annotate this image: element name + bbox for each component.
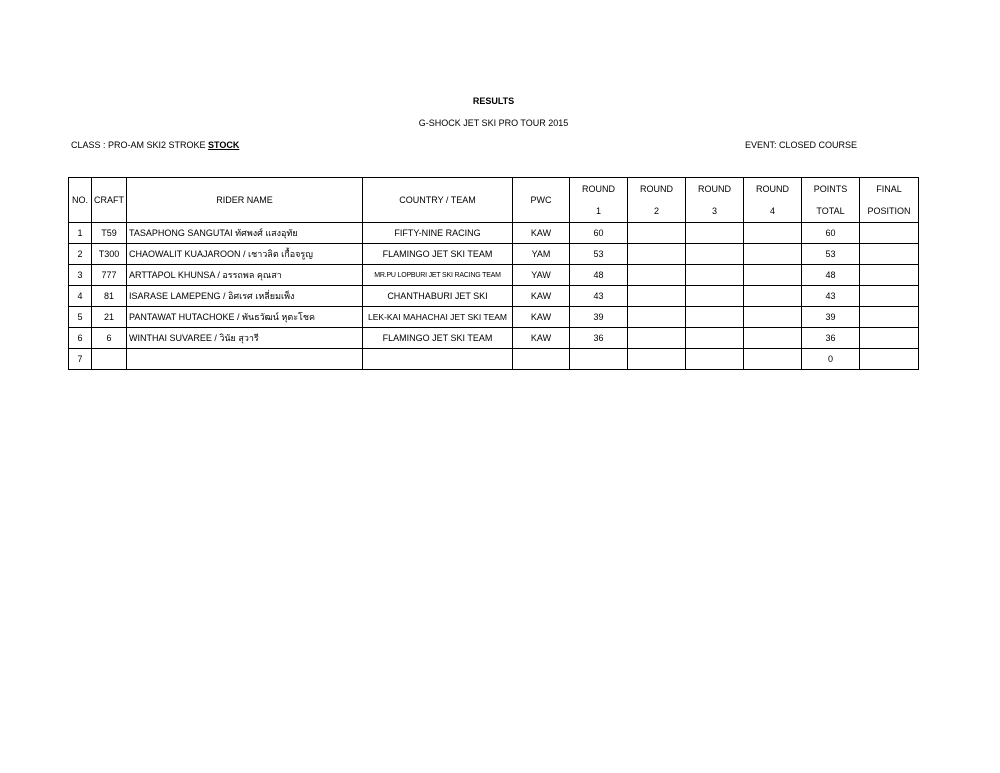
cell-points-total: 53 bbox=[802, 244, 860, 265]
cell-round-2 bbox=[628, 223, 686, 244]
event-label: EVENT: CLOSED COURSE bbox=[745, 140, 858, 150]
table-row bbox=[69, 223, 919, 244]
cell-team: FIFTY-NINE RACING bbox=[363, 223, 513, 244]
cell-pwc bbox=[513, 349, 570, 370]
cell-round-1: 36 bbox=[570, 328, 628, 349]
table-row bbox=[69, 307, 919, 328]
col-round-2-top: ROUND bbox=[640, 184, 673, 194]
cell-no: 7 bbox=[69, 349, 92, 370]
cell-pwc: YAW bbox=[513, 265, 570, 286]
col-round-3-bottom: 3 bbox=[711, 206, 717, 216]
cell-final-position bbox=[860, 244, 919, 265]
cell-points-total: 36 bbox=[802, 328, 860, 349]
cell-round-3 bbox=[686, 265, 744, 286]
table-row bbox=[69, 244, 919, 265]
event-series-title: G-SHOCK JET SKI PRO TOUR 2015 bbox=[418, 118, 569, 128]
table-row bbox=[69, 349, 919, 370]
col-round-2-bottom: 2 bbox=[653, 206, 659, 216]
col-country-team: COUNTRY / TEAM bbox=[363, 178, 513, 223]
cell-team: FLAMINGO JET SKI TEAM bbox=[363, 244, 513, 265]
class-label bbox=[71, 140, 239, 150]
cell-round-1 bbox=[570, 349, 628, 370]
cell-round-2 bbox=[628, 286, 686, 307]
cell-rider-name: WINTHAI SUVAREE / วินัย สุวารี bbox=[127, 328, 363, 349]
cell-craft: 777 bbox=[92, 265, 127, 286]
cell-team: CHANTHABURI JET SKI bbox=[363, 286, 513, 307]
page-title: RESULTS bbox=[472, 96, 515, 106]
col-final-top: FINAL bbox=[876, 184, 902, 194]
cell-points-total: 60 bbox=[802, 223, 860, 244]
col-round-4-top: ROUND bbox=[756, 184, 789, 194]
cell-pwc: KAW bbox=[513, 286, 570, 307]
cell-craft: 81 bbox=[92, 286, 127, 307]
col-round-1-top: ROUND bbox=[582, 184, 615, 194]
cell-final-position bbox=[860, 349, 919, 370]
cell-team: LEK-KAI MAHACHAI JET SKI TEAM bbox=[363, 307, 513, 328]
col-round-3-top: ROUND bbox=[698, 184, 731, 194]
cell-craft: 6 bbox=[92, 328, 127, 349]
cell-round-1: 39 bbox=[570, 307, 628, 328]
col-no: NO. bbox=[69, 178, 92, 223]
cell-no: 4 bbox=[69, 286, 92, 307]
table-row bbox=[69, 286, 919, 307]
cell-final-position bbox=[860, 223, 919, 244]
cell-round-3 bbox=[686, 349, 744, 370]
col-round-1 bbox=[570, 178, 628, 223]
cell-points-total: 0 bbox=[802, 349, 860, 370]
cell-round-3 bbox=[686, 244, 744, 265]
cell-no: 3 bbox=[69, 265, 92, 286]
cell-team bbox=[363, 349, 513, 370]
col-points-top: POINTS bbox=[813, 184, 848, 194]
cell-no: 5 bbox=[69, 307, 92, 328]
cell-no: 2 bbox=[69, 244, 92, 265]
col-round-4 bbox=[744, 178, 802, 223]
cell-pwc: KAW bbox=[513, 307, 570, 328]
cell-rider-name: ARTTAPOL KHUNSA / อรรถพล คุณสา bbox=[127, 265, 363, 286]
class-prefix: CLASS : PRO-AM SKI2 STROKE bbox=[71, 140, 209, 150]
cell-points-total: 39 bbox=[802, 307, 860, 328]
cell-round-1: 60 bbox=[570, 223, 628, 244]
cell-final-position bbox=[860, 286, 919, 307]
cell-pwc: KAW bbox=[513, 223, 570, 244]
cell-craft: 21 bbox=[92, 307, 127, 328]
cell-round-3 bbox=[686, 307, 744, 328]
table-row bbox=[69, 265, 919, 286]
cell-rider-name: TASAPHONG SANGUTAI ทัศพงศ์ แสงอุทัย bbox=[127, 223, 363, 244]
cell-no: 1 bbox=[69, 223, 92, 244]
cell-craft bbox=[92, 349, 127, 370]
cell-no: 6 bbox=[69, 328, 92, 349]
cell-round-3 bbox=[686, 328, 744, 349]
cell-rider-name bbox=[127, 349, 363, 370]
cell-round-1: 53 bbox=[570, 244, 628, 265]
cell-rider-name: PANTAWAT HUTACHOKE / พันธวัฒน์ หุตะโชค bbox=[127, 307, 363, 328]
header-row bbox=[69, 178, 919, 223]
cell-final-position bbox=[860, 328, 919, 349]
cell-round-4 bbox=[744, 286, 802, 307]
cell-round-2 bbox=[628, 349, 686, 370]
cell-round-4 bbox=[744, 307, 802, 328]
cell-round-3 bbox=[686, 223, 744, 244]
cell-round-4 bbox=[744, 328, 802, 349]
cell-round-4 bbox=[744, 244, 802, 265]
cell-points-total: 43 bbox=[802, 286, 860, 307]
cell-round-3 bbox=[686, 286, 744, 307]
results-table bbox=[68, 177, 919, 370]
cell-round-1: 43 bbox=[570, 286, 628, 307]
col-final-bottom: POSITION bbox=[867, 206, 911, 216]
col-round-3 bbox=[686, 178, 744, 223]
cell-points-total: 48 bbox=[802, 265, 860, 286]
col-round-4-bottom: 4 bbox=[769, 206, 775, 216]
table-row bbox=[69, 328, 919, 349]
cell-pwc: KAW bbox=[513, 328, 570, 349]
cell-pwc: YAM bbox=[513, 244, 570, 265]
cell-round-2 bbox=[628, 244, 686, 265]
col-pwc: PWC bbox=[513, 178, 570, 223]
cell-craft: T300 bbox=[92, 244, 127, 265]
cell-rider-name: ISARASE LAMEPENG / อิศเรศ เหลี่ยมเพ็ง bbox=[127, 286, 363, 307]
cell-craft: T59 bbox=[92, 223, 127, 244]
cell-round-4 bbox=[744, 223, 802, 244]
col-round-1-bottom: 1 bbox=[595, 206, 601, 216]
cell-rider-name: CHAOWALIT KUAJAROON / เชาวลิต เกื้อจรูญ bbox=[127, 244, 363, 265]
col-points-bottom: TOTAL bbox=[816, 206, 845, 216]
cell-final-position bbox=[860, 265, 919, 286]
col-craft: CRAFT bbox=[92, 178, 127, 223]
cell-team: FLAMINGO JET SKI TEAM bbox=[363, 328, 513, 349]
col-rider-name: RIDER NAME bbox=[127, 178, 363, 223]
cell-round-2 bbox=[628, 328, 686, 349]
class-highlight: STOCK bbox=[208, 140, 240, 150]
cell-round-2 bbox=[628, 265, 686, 286]
col-final-position bbox=[860, 178, 919, 223]
col-points-total bbox=[802, 178, 860, 223]
cell-round-1: 48 bbox=[570, 265, 628, 286]
cell-round-4 bbox=[744, 265, 802, 286]
cell-round-2 bbox=[628, 307, 686, 328]
cell-final-position bbox=[860, 307, 919, 328]
cell-round-4 bbox=[744, 349, 802, 370]
cell-team: MR.PU LOPBURI JET SKI RACING TEAM bbox=[363, 265, 513, 286]
col-round-2 bbox=[628, 178, 686, 223]
